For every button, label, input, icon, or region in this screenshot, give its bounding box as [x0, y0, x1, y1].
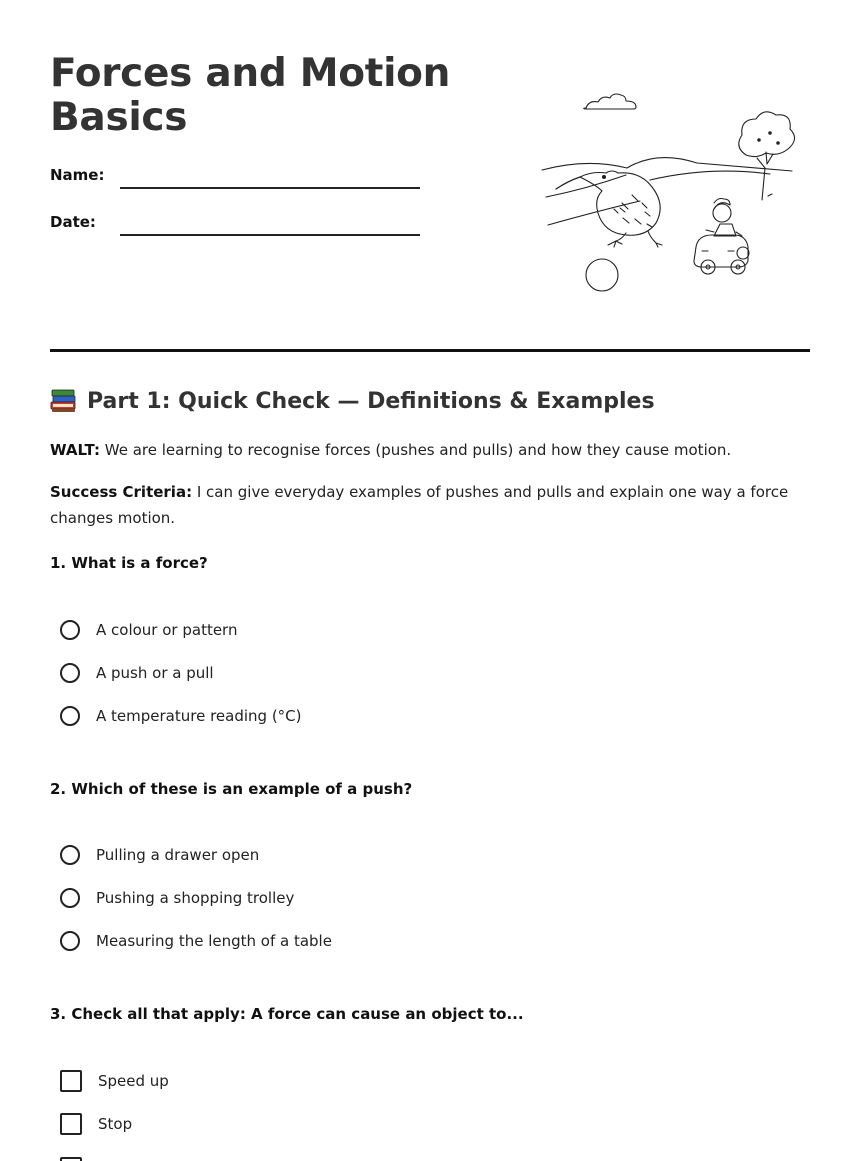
success-criteria-label: Success Criteria:: [50, 483, 193, 501]
walt-paragraph: [50, 437, 810, 463]
q3-option-2-label: Stop: [98, 1115, 133, 1133]
q1-option-1[interactable]: [60, 617, 237, 643]
q2-option-3-label: Measuring the length of a table: [96, 932, 332, 950]
q2-option-3[interactable]: [60, 928, 332, 954]
header-divider: [50, 349, 810, 352]
radio-button[interactable]: [60, 931, 80, 951]
radio-button[interactable]: [60, 620, 80, 640]
q1-option-1-label: A colour or pattern: [96, 621, 238, 639]
radio-button[interactable]: [60, 706, 80, 726]
q1-option-3-label: A temperature reading (°C): [96, 707, 302, 725]
kiwi-bird-child-toy-car-scene-icon: [530, 85, 810, 300]
q2-option-1[interactable]: [60, 842, 259, 868]
checkbox[interactable]: [60, 1157, 82, 1161]
date-label: Date:: [50, 213, 96, 231]
checkbox[interactable]: [60, 1070, 82, 1092]
success-criteria-paragraph: [50, 479, 810, 531]
q3-option-2[interactable]: [60, 1111, 132, 1137]
q1-option-2-label: A push or a pull: [96, 664, 214, 682]
part1-heading: [50, 388, 655, 414]
walt-text: We are learning to recognise forces (pushes and pulls) and how they cause motion.: [104, 441, 732, 459]
q2-option-2[interactable]: [60, 885, 294, 911]
q2-option-2-label: Pushing a shopping trolley: [96, 889, 295, 907]
radio-button[interactable]: [60, 663, 80, 683]
q3-option-1[interactable]: [60, 1068, 169, 1094]
question-3: 3. Check all that apply: A force can cause an object to...: [50, 1005, 524, 1023]
part1-heading-text: Part 1: Quick Check — Definitions & Examples: [87, 388, 655, 414]
name-input-line[interactable]: [120, 187, 420, 189]
radio-button[interactable]: [60, 845, 80, 865]
checkbox[interactable]: [60, 1113, 82, 1135]
books-icon: [50, 388, 77, 414]
q1-option-3[interactable]: [60, 703, 302, 729]
question-1: 1. What is a force?: [50, 554, 208, 572]
radio-button[interactable]: [60, 888, 80, 908]
walt-label: WALT:: [50, 441, 100, 459]
name-label: Name:: [50, 166, 105, 184]
q1-option-2[interactable]: [60, 660, 214, 686]
worksheet-title: Forces and Motion Basics: [50, 51, 451, 140]
success-criteria-text: I can give everyday examples of pushes and pulls and explain one way a force changes motion.: [50, 483, 789, 527]
date-input-line[interactable]: [120, 234, 420, 236]
q2-option-1-label: Pulling a drawer open: [96, 846, 260, 864]
question-2: 2. Which of these is an example of a push?: [50, 780, 413, 798]
q3-option-1-label: Speed up: [98, 1072, 169, 1090]
